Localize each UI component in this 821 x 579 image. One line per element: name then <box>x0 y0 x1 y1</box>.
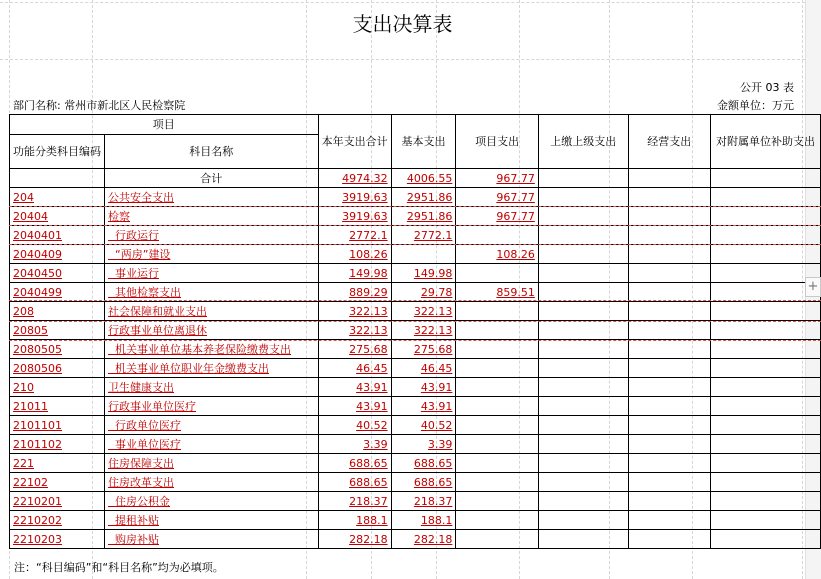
project-value: 967.77 <box>496 209 535 223</box>
subject-name-cell[interactable] <box>105 416 319 435</box>
total-value-cell[interactable] <box>318 340 391 359</box>
project-value-cell[interactable] <box>456 245 538 264</box>
footnote: 注：“科目编码”和“科目名称”均为必填项。 <box>14 561 224 574</box>
basic-value: 29.78 <box>420 285 453 299</box>
subject-name: 提租补贴 <box>108 513 159 527</box>
total-value-cell[interactable] <box>318 283 391 302</box>
func-code-cell[interactable] <box>10 492 105 511</box>
upper-value-cell[interactable] <box>538 473 628 492</box>
func-code-cell[interactable] <box>10 226 105 245</box>
subject-name-cell[interactable] <box>105 302 319 321</box>
subject-name: 社会保障和就业支出 <box>108 304 207 318</box>
total-code-cell <box>10 169 105 188</box>
func-code-cell[interactable] <box>10 454 105 473</box>
project-value-cell[interactable] <box>456 207 538 226</box>
total-value: 40.52 <box>356 418 388 432</box>
basic-value: 43.91 <box>420 399 453 413</box>
total-value: 275.68 <box>349 342 388 356</box>
business-value-cell[interactable] <box>628 207 710 226</box>
table-row <box>10 492 821 511</box>
header-func-code: 功能分类科目编码 <box>10 135 105 169</box>
total-value: 889.29 <box>349 285 388 299</box>
func-code-cell[interactable] <box>10 321 105 340</box>
total-row <box>10 169 821 188</box>
func-code: 204 <box>13 190 34 204</box>
upper-value-cell[interactable] <box>538 359 628 378</box>
subsidiary-value-cell[interactable] <box>711 511 821 530</box>
basic-value-cell[interactable] <box>391 264 456 283</box>
business-value-cell[interactable] <box>628 454 710 473</box>
subject-name: 购房补贴 <box>108 532 159 546</box>
subject-name-cell[interactable] <box>105 359 319 378</box>
upper-value-cell[interactable] <box>538 283 628 302</box>
business-value-cell[interactable] <box>628 492 710 511</box>
upper-value-cell[interactable] <box>538 530 628 549</box>
upper-value-cell[interactable] <box>538 492 628 511</box>
func-code: 20805 <box>13 323 48 337</box>
total-value: 43.91 <box>356 380 388 394</box>
header-subsidiary: 对附属单位补助支出 <box>711 115 821 169</box>
upper-value-cell[interactable] <box>538 340 628 359</box>
project-value: 108.26 <box>496 247 535 261</box>
upper-value-cell[interactable] <box>538 207 628 226</box>
subsidiary-value-cell[interactable] <box>711 473 821 492</box>
header-subject-name: 科目名称 <box>105 135 319 169</box>
total-value-cell[interactable] <box>318 454 391 473</box>
business-value-cell[interactable] <box>628 283 710 302</box>
total-value-cell[interactable] <box>318 416 391 435</box>
gridline <box>0 59 805 60</box>
subject-name: “两房”建设 <box>108 247 171 261</box>
basic-value: 188.1 <box>420 513 453 527</box>
upper-value-cell[interactable] <box>538 264 628 283</box>
basic-value: 322.13 <box>413 323 453 337</box>
subject-name-cell[interactable] <box>105 454 319 473</box>
table-row <box>10 226 821 245</box>
func-code: 2080506 <box>13 361 62 375</box>
project-value-cell[interactable] <box>456 530 538 549</box>
basic-value-cell[interactable] <box>391 473 456 492</box>
table-row <box>10 245 821 264</box>
func-code: 2101101 <box>13 418 62 432</box>
subsidiary-value-cell[interactable] <box>711 226 821 245</box>
func-code: 2101102 <box>13 437 62 451</box>
project-value: 967.77 <box>496 190 535 204</box>
basic-value-cell[interactable] <box>391 511 456 530</box>
basic-value: 688.65 <box>413 475 453 489</box>
func-code-cell[interactable] <box>10 473 105 492</box>
subject-name-cell[interactable] <box>105 435 319 454</box>
project-value-cell[interactable] <box>456 435 538 454</box>
func-code-cell[interactable] <box>10 207 105 226</box>
upper-value-cell[interactable] <box>538 416 628 435</box>
total-value-cell[interactable] <box>318 492 391 511</box>
total-value: 3919.63 <box>342 190 388 204</box>
total-value: 149.98 <box>349 266 388 280</box>
total-value: 282.18 <box>349 532 388 546</box>
subsidiary-value-cell[interactable] <box>711 188 821 207</box>
business-value-cell[interactable] <box>628 340 710 359</box>
project-value-cell[interactable] <box>456 473 538 492</box>
total-value-cell[interactable] <box>318 207 391 226</box>
basic-value-cell[interactable] <box>391 416 456 435</box>
table-row <box>10 378 821 397</box>
basic-value: 43.91 <box>420 380 453 394</box>
business-value-cell[interactable] <box>628 397 710 416</box>
red-dashed-line <box>9 300 821 301</box>
total-value-cell[interactable] <box>318 530 391 549</box>
red-dashed-line <box>9 244 821 245</box>
basic-value: 218.37 <box>413 494 453 508</box>
subject-name: 其他检察支出 <box>108 285 181 299</box>
subject-name: 事业运行 <box>108 266 159 280</box>
subsidiary-value-cell[interactable] <box>711 454 821 473</box>
table-row <box>10 511 821 530</box>
basic-value: 282.18 <box>413 532 453 546</box>
header-project: 项目支出 <box>456 115 538 169</box>
upper-value-cell[interactable] <box>538 188 628 207</box>
func-code-cell[interactable] <box>10 283 105 302</box>
subject-name: 行政事业单位离退休 <box>108 323 207 337</box>
subject-name-cell[interactable] <box>105 207 319 226</box>
total-value: 322.13 <box>349 304 388 318</box>
basic-value-cell[interactable] <box>391 492 456 511</box>
total-value: 688.65 <box>349 456 388 470</box>
project-value-cell[interactable] <box>456 378 538 397</box>
basic-value-cell[interactable] <box>391 283 456 302</box>
func-code-cell[interactable] <box>10 397 105 416</box>
total-value: 2772.1 <box>349 228 388 242</box>
total-basic-cell[interactable] <box>391 169 456 188</box>
upper-value-cell[interactable] <box>538 378 628 397</box>
subject-name: 事业单位医疗 <box>108 437 181 451</box>
func-code-cell[interactable] <box>10 245 105 264</box>
total-value: 188.1 <box>356 513 388 527</box>
total-value-cell[interactable] <box>318 226 391 245</box>
subject-name-cell[interactable] <box>105 511 319 530</box>
business-value-cell[interactable] <box>628 188 710 207</box>
basic-value-cell[interactable] <box>391 435 456 454</box>
func-code-cell[interactable] <box>10 359 105 378</box>
total-value: 3919.63 <box>342 209 388 223</box>
basic-value-cell[interactable] <box>391 188 456 207</box>
table-row <box>10 416 821 435</box>
func-code-cell[interactable] <box>10 530 105 549</box>
upper-value-cell[interactable] <box>538 226 628 245</box>
basic-value: 149.98 <box>413 266 453 280</box>
basic-value-cell[interactable] <box>391 359 456 378</box>
subsidiary-value-cell[interactable] <box>711 378 821 397</box>
total-value: 218.37 <box>349 494 388 508</box>
basic-value: 275.68 <box>413 342 453 356</box>
total-label: 合计 <box>105 169 319 188</box>
basic-value-cell[interactable] <box>391 302 456 321</box>
subject-name-cell[interactable] <box>105 473 319 492</box>
subsidiary-value-cell[interactable] <box>711 321 821 340</box>
upper-value-cell[interactable] <box>538 435 628 454</box>
total-value: 46.45 <box>356 361 388 375</box>
subject-name: 住房改革支出 <box>108 475 174 489</box>
total-value-cell[interactable] <box>318 378 391 397</box>
project-value-cell[interactable] <box>456 511 538 530</box>
subsidiary-value-cell[interactable] <box>711 245 821 264</box>
func-code: 20404 <box>13 209 48 223</box>
table-row <box>10 188 821 207</box>
project-value-cell[interactable] <box>456 226 538 245</box>
func-code: 22102 <box>13 475 48 489</box>
project-value-cell[interactable] <box>456 264 538 283</box>
subject-name: 机关事业单位职业年金缴费支出 <box>108 361 269 375</box>
basic-value-cell[interactable] <box>391 454 456 473</box>
project-value: 859.51 <box>496 285 535 299</box>
total-value: 43.91 <box>356 399 388 413</box>
func-code: 2210202 <box>13 513 62 527</box>
subsidiary-value-cell[interactable] <box>711 264 821 283</box>
subject-name: 机关事业单位基本养老保险缴费支出 <box>108 342 291 356</box>
table-number: 公开 03 表 <box>740 81 794 94</box>
total-value-cell[interactable] <box>318 511 391 530</box>
total-value-cell[interactable] <box>318 264 391 283</box>
header-basic: 基本支出 <box>391 115 456 169</box>
project-value-cell[interactable] <box>456 188 538 207</box>
func-code-cell[interactable] <box>10 416 105 435</box>
basic-value: 2772.1 <box>413 228 453 242</box>
project-value-cell[interactable] <box>456 321 538 340</box>
total-value: 3.39 <box>363 437 388 451</box>
project-value-cell[interactable] <box>456 340 538 359</box>
total-total-value: 4974.32 <box>342 171 388 185</box>
func-code: 2210203 <box>13 532 62 546</box>
func-code: 2040409 <box>13 247 62 261</box>
business-value-cell[interactable] <box>628 416 710 435</box>
total-value-cell[interactable] <box>318 188 391 207</box>
upper-value-cell[interactable] <box>538 397 628 416</box>
subsidiary-value-cell[interactable] <box>711 340 821 359</box>
func-code: 2040401 <box>13 228 62 242</box>
business-value-cell[interactable] <box>628 435 710 454</box>
project-value-cell[interactable] <box>456 359 538 378</box>
func-code-cell[interactable] <box>10 511 105 530</box>
red-dashed-line <box>9 206 821 207</box>
subject-name: 行政单位医疗 <box>108 418 181 432</box>
upper-value-cell[interactable] <box>538 245 628 264</box>
expand-plus-icon[interactable]: + <box>805 277 821 297</box>
business-value-cell[interactable] <box>628 473 710 492</box>
table-row <box>10 530 821 549</box>
gridline <box>0 2 805 3</box>
table-row <box>10 454 821 473</box>
subject-name: 卫生健康支出 <box>108 380 174 394</box>
table-row <box>10 283 821 302</box>
subject-name: 住房保障支出 <box>108 456 174 470</box>
subject-name-cell[interactable] <box>105 321 319 340</box>
table-row <box>10 473 821 492</box>
upper-value-cell[interactable] <box>538 454 628 473</box>
basic-value-cell[interactable] <box>391 245 456 264</box>
project-value-cell[interactable] <box>456 302 538 321</box>
func-code: 21011 <box>13 399 48 413</box>
subsidiary-value-cell[interactable] <box>711 302 821 321</box>
project-value-cell[interactable] <box>456 397 538 416</box>
subsidiary-value-cell[interactable] <box>711 359 821 378</box>
page-title: 支出决算表 <box>352 12 453 36</box>
func-code: 2040450 <box>13 266 62 280</box>
subject-name-cell[interactable] <box>105 340 319 359</box>
project-value-cell[interactable] <box>456 416 538 435</box>
project-value-cell[interactable] <box>456 283 538 302</box>
basic-value: 2951.86 <box>406 209 453 223</box>
func-code-cell[interactable] <box>10 188 105 207</box>
table-row <box>10 264 821 283</box>
total-value: 322.13 <box>349 323 388 337</box>
table-row <box>10 321 821 340</box>
table-row <box>10 302 821 321</box>
total-upper-cell[interactable] <box>538 169 628 188</box>
total-business-cell[interactable] <box>628 169 710 188</box>
basic-value: 322.13 <box>413 304 453 318</box>
basic-value: 2951.86 <box>406 190 453 204</box>
basic-value: 3.39 <box>427 437 453 451</box>
subject-name: 检察 <box>108 209 130 223</box>
business-value-cell[interactable] <box>628 321 710 340</box>
basic-value-cell[interactable] <box>391 340 456 359</box>
func-code-cell[interactable] <box>10 302 105 321</box>
basic-value: 40.52 <box>420 418 453 432</box>
table-row <box>10 397 821 416</box>
subject-name: 行政运行 <box>108 228 159 242</box>
subsidiary-value-cell[interactable] <box>711 416 821 435</box>
total-value-cell[interactable] <box>318 359 391 378</box>
basic-value: 46.45 <box>420 361 453 375</box>
table-row <box>10 435 821 454</box>
subsidiary-value-cell[interactable] <box>711 492 821 511</box>
header-business: 经营支出 <box>628 115 710 169</box>
func-code: 2040499 <box>13 285 62 299</box>
business-value-cell[interactable] <box>628 302 710 321</box>
total-value-cell[interactable] <box>318 321 391 340</box>
business-value-cell[interactable] <box>628 530 710 549</box>
subject-name-cell[interactable] <box>105 264 319 283</box>
subsidiary-value-cell[interactable] <box>711 435 821 454</box>
func-code: 221 <box>13 456 34 470</box>
header-item: 项目 <box>10 115 319 135</box>
basic-value-cell[interactable] <box>391 378 456 397</box>
upper-value-cell[interactable] <box>538 321 628 340</box>
basic-value-cell[interactable] <box>391 530 456 549</box>
total-value-cell[interactable] <box>318 397 391 416</box>
subsidiary-value-cell[interactable] <box>711 207 821 226</box>
subject-name-cell[interactable] <box>105 378 319 397</box>
total-total-cell[interactable] <box>318 169 391 188</box>
project-value-cell[interactable] <box>456 492 538 511</box>
func-code: 208 <box>13 304 34 318</box>
subsidiary-value-cell[interactable] <box>711 283 821 302</box>
total-value: 108.26 <box>349 247 388 261</box>
business-value-cell[interactable] <box>628 264 710 283</box>
total-value: 688.65 <box>349 475 388 489</box>
func-code-cell[interactable] <box>10 264 105 283</box>
business-value-cell[interactable] <box>628 226 710 245</box>
subsidiary-value-cell[interactable] <box>711 530 821 549</box>
func-code: 210 <box>13 380 34 394</box>
table-row <box>10 340 821 359</box>
department-name: 部门名称: 常州市新北区人民检察院 <box>13 99 186 112</box>
total-subsidiary-cell[interactable] <box>711 169 821 188</box>
total-value-cell[interactable] <box>318 435 391 454</box>
business-value-cell[interactable] <box>628 359 710 378</box>
header-total: 本年支出合计 <box>318 115 391 169</box>
basic-value: 688.65 <box>413 456 453 470</box>
business-value-cell[interactable] <box>628 245 710 264</box>
total-basic-value: 4006.55 <box>406 171 453 185</box>
total-project-value: 967.77 <box>496 171 535 185</box>
header-upper: 上缴上级支出 <box>538 115 628 169</box>
total-value-cell[interactable] <box>318 245 391 264</box>
subject-name-cell[interactable] <box>105 283 319 302</box>
func-code: 2080505 <box>13 342 62 356</box>
func-code: 2210201 <box>13 494 62 508</box>
upper-value-cell[interactable] <box>538 511 628 530</box>
func-code-cell[interactable] <box>10 340 105 359</box>
business-value-cell[interactable] <box>628 511 710 530</box>
subsidiary-value-cell[interactable] <box>711 397 821 416</box>
subject-name-cell[interactable] <box>105 226 319 245</box>
basic-value-cell[interactable] <box>391 226 456 245</box>
subject-name: 公共安全支出 <box>108 190 174 204</box>
subject-name: 行政事业单位医疗 <box>108 399 196 413</box>
subject-name-cell[interactable] <box>105 530 319 549</box>
subject-name: 住房公积金 <box>108 494 170 508</box>
basic-value-cell[interactable] <box>391 397 456 416</box>
func-code-cell[interactable] <box>10 435 105 454</box>
upper-value-cell[interactable] <box>538 302 628 321</box>
project-value-cell[interactable] <box>456 454 538 473</box>
red-dashed-line <box>9 340 821 341</box>
total-value-cell[interactable] <box>318 302 391 321</box>
expenditure-table <box>9 114 821 549</box>
subject-name-cell[interactable] <box>105 188 319 207</box>
subject-name-cell[interactable] <box>105 397 319 416</box>
total-project-cell[interactable] <box>456 169 538 188</box>
red-dashed-line <box>9 225 821 226</box>
total-value-cell[interactable] <box>318 473 391 492</box>
table-row <box>10 359 821 378</box>
subject-name-cell[interactable] <box>105 245 319 264</box>
red-dashed-line <box>9 321 821 322</box>
business-value-cell[interactable] <box>628 378 710 397</box>
basic-value-cell[interactable] <box>391 207 456 226</box>
func-code-cell[interactable] <box>10 378 105 397</box>
subject-name-cell[interactable] <box>105 492 319 511</box>
table-row <box>10 207 821 226</box>
amount-unit: 金额单位：万元 <box>717 99 794 112</box>
basic-value-cell[interactable] <box>391 321 456 340</box>
